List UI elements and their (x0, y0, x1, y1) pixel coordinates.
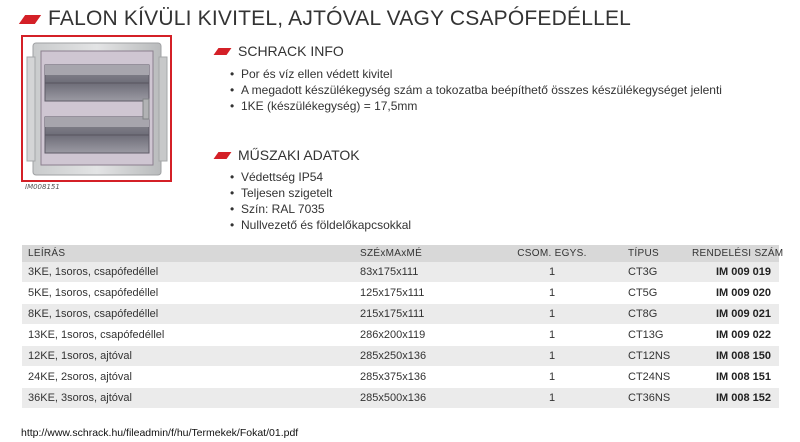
cell-type: CT24NS (628, 371, 671, 383)
product-image (21, 35, 172, 182)
table-row (22, 325, 779, 346)
specs-list (230, 169, 630, 233)
list-item: • Por és víz ellen védett kivitel (230, 66, 760, 82)
cell-order-number: IM 009 021 (715, 308, 771, 320)
info-heading: SCHRACK INFO (238, 43, 344, 59)
product-table (22, 245, 784, 409)
table-row (22, 262, 779, 283)
cell-description: 8KE, 1soros, csapófedéllel (28, 308, 159, 320)
cell-dimensions: 215x175x111 (360, 308, 425, 320)
cell-dimensions: 125x175x111 (360, 287, 425, 299)
cell-dimensions: 285x250x136 (360, 350, 427, 362)
cell-pack-unit: 1 (548, 308, 556, 320)
column-header-dimensions: SZÉxMAxMÉ (360, 248, 423, 259)
cell-type: CT36NS (628, 392, 671, 404)
source-url: http://www.schrack.hu/fileadmin/f/hu/Termekek/Fokat/01.pdf (21, 427, 299, 439)
cell-type: CT12NS (628, 350, 671, 362)
table-header (22, 245, 784, 262)
page-title: FALON KÍVÜLI KIVITEL, AJTÓVAL VAGY CSAPÓFEDÉLLEL (48, 7, 632, 30)
cell-pack-unit: 1 (548, 371, 556, 383)
cell-type: CT5G (628, 287, 658, 299)
cell-description: 5KE, 1soros, csapófedéllel (28, 287, 159, 299)
column-header-description: LEÍRÁS (28, 248, 66, 259)
table-row (22, 388, 779, 409)
column-header-pack-unit: CSOM. EGYS. (517, 248, 587, 259)
cell-pack-unit: 1 (548, 329, 556, 341)
page-title-row (22, 4, 631, 34)
cell-pack-unit: 1 (548, 392, 556, 404)
cell-dimensions: 286x200x119 (360, 329, 426, 341)
cell-pack-unit: 1 (548, 350, 556, 362)
red-marker-icon (214, 152, 232, 159)
cell-type: CT3G (628, 266, 658, 278)
cell-description: 24KE, 2soros, ajtóval (28, 371, 132, 383)
list-item: • A megadott készülékegység szám a tokozatba beépíthető összes készülékegységet jelenti (230, 82, 760, 98)
cell-pack-unit: 1 (548, 287, 556, 299)
image-caption: IM008151 (25, 183, 60, 191)
list-item: • 1KE (készülékegység) = 17,5mm (230, 98, 760, 114)
cell-type: CT13G (628, 329, 664, 341)
cell-pack-unit: 1 (548, 266, 556, 278)
cell-description: 36KE, 3soros, ajtóval (28, 392, 132, 404)
cell-type: CT8G (628, 308, 658, 320)
cell-dimensions: 285x500x136 (360, 392, 427, 404)
cell-description: 12KE, 1soros, ajtóval (28, 350, 132, 362)
cell-order-number: IM 008 152 (715, 392, 771, 404)
list-item: • Védettség IP54 (230, 169, 630, 185)
table-row (22, 283, 779, 304)
red-marker-icon (19, 15, 41, 24)
list-item: • Teljesen szigetelt (230, 185, 630, 201)
red-marker-icon (214, 48, 232, 55)
column-header-order-number: RENDELÉSI SZÁM (692, 248, 784, 259)
cell-order-number: IM 009 020 (715, 287, 771, 299)
info-heading-row (216, 43, 344, 59)
cell-description: 3KE, 1soros, csapófedéllel (28, 266, 159, 278)
cell-order-number: IM 009 022 (715, 329, 771, 341)
specs-heading-row (216, 147, 360, 163)
cell-dimensions: 285x375x136 (360, 371, 427, 383)
cell-order-number: IM 008 150 (715, 350, 771, 362)
table-row (22, 346, 779, 367)
table-row (22, 304, 779, 325)
info-list (230, 66, 760, 114)
list-item: • Szín: RAL 7035 (230, 201, 630, 217)
cell-dimensions: 83x175x111 (360, 266, 419, 278)
specs-heading: MŰSZAKI ADATOK (238, 147, 360, 163)
cell-order-number: IM 008 151 (715, 371, 771, 383)
list-item: • Nullvezető és földelőkapcsokkal (230, 217, 630, 233)
cell-description: 13KE, 1soros, csapófedéllel (28, 329, 165, 341)
enclosure-illustration (23, 37, 170, 180)
table-row (22, 367, 779, 388)
column-header-type: TÍPUS (628, 248, 659, 259)
cell-order-number: IM 009 019 (715, 266, 771, 278)
